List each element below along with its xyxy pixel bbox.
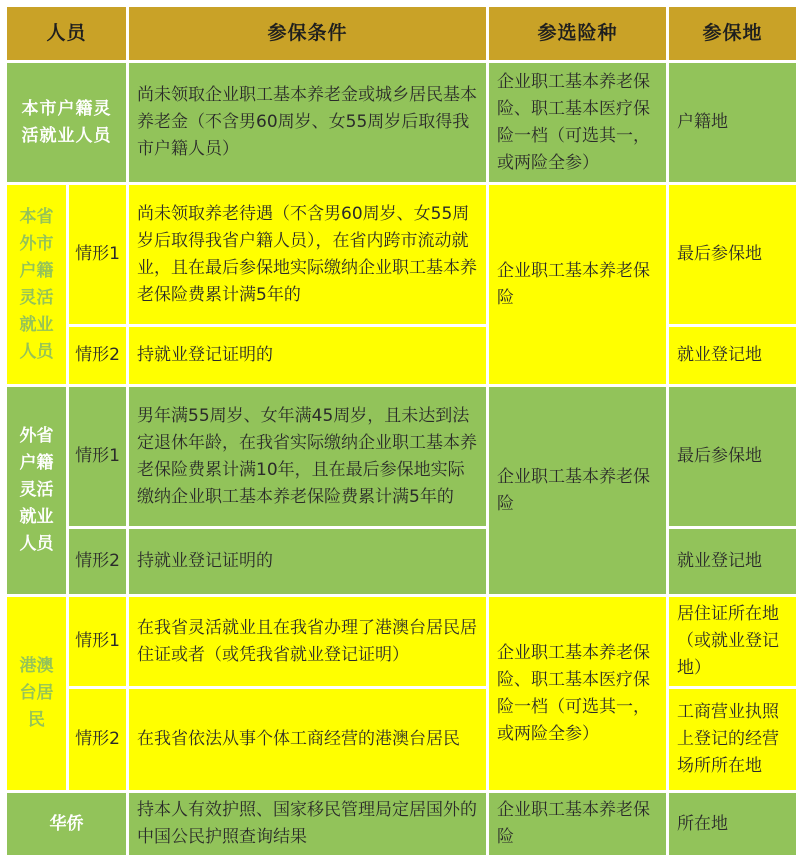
row-hkmt-case2 <box>6 688 798 792</box>
outside-case2-label: 情形2 <box>68 528 128 596</box>
row-outside-case1 <box>6 386 798 528</box>
insurance-hkmt: 企业职工基本养老保险、职工基本医疗保险一档（可选其一，或两险全参） <box>488 596 668 792</box>
header-condition: 参保条件 <box>128 6 488 62</box>
header-row <box>6 6 798 62</box>
province-case1-condition: 尚未领取养老待遇（不含男60周岁、女55周岁后取得我省户籍人员），在省内跨市流动就业，且在最后参保地实际缴纳企业职工基本养老保险费累计满5年的 <box>128 184 488 326</box>
province-case2-label: 情形2 <box>68 326 128 386</box>
outside-case1-label: 情形1 <box>68 386 128 528</box>
insurance-eligibility-table <box>4 4 799 858</box>
outside-case1-condition: 男年满55周岁、女年满45周岁，且未达到法定退休年龄，在我省实际缴纳企业职工基本养老保险费累计满10年，且在最后参保地实际缴纳企业职工基本养老保险费累计满5年的 <box>128 386 488 528</box>
province-case2-condition: 持就业登记证明的 <box>128 326 488 386</box>
province-case1-label: 情形1 <box>68 184 128 326</box>
insurance-overseas: 企业职工基本养老保险 <box>488 792 668 857</box>
outside-case1-location: 最后参保地 <box>668 386 798 528</box>
row-hkmt-case1 <box>6 596 798 688</box>
header-person: 人员 <box>6 6 128 62</box>
province-case1-location: 最后参保地 <box>668 184 798 326</box>
row-local <box>6 62 798 184</box>
header-location: 参保地 <box>668 6 798 62</box>
insurance-province: 企业职工基本养老保险 <box>488 184 668 386</box>
person-outside: 外省户籍灵活就业人员 <box>6 386 68 596</box>
insurance-local: 企业职工基本养老保险、职工基本医疗保险一档（可选其一，或两险全参） <box>488 62 668 184</box>
outside-case2-condition: 持就业登记证明的 <box>128 528 488 596</box>
row-overseas <box>6 792 798 857</box>
hkmt-case1-label: 情形1 <box>68 596 128 688</box>
row-outside-case2 <box>6 528 798 596</box>
person-overseas: 华侨 <box>6 792 128 857</box>
person-province: 本省外市户籍灵活就业人员 <box>6 184 68 386</box>
condition-overseas: 持本人有效护照、国家移民管理局定居国外的中国公民护照查询结果 <box>128 792 488 857</box>
hkmt-case2-location: 工商营业执照上登记的经营场所所在地 <box>668 688 798 792</box>
hkmt-case1-location: 居住证所在地（或就业登记地） <box>668 596 798 688</box>
person-hkmt: 港澳台居民 <box>6 596 68 792</box>
hkmt-case1-condition: 在我省灵活就业且在我省办理了港澳台居民居住证或者（或凭我省就业登记证明） <box>128 596 488 688</box>
outside-case2-location: 就业登记地 <box>668 528 798 596</box>
row-province-case1 <box>6 184 798 326</box>
hkmt-case2-label: 情形2 <box>68 688 128 792</box>
location-local: 户籍地 <box>668 62 798 184</box>
person-local: 本市户籍灵活就业人员 <box>6 62 128 184</box>
insurance-outside: 企业职工基本养老保险 <box>488 386 668 596</box>
province-case2-location: 就业登记地 <box>668 326 798 386</box>
hkmt-case2-condition: 在我省依法从事个体工商经营的港澳台居民 <box>128 688 488 792</box>
row-province-case2 <box>6 326 798 386</box>
location-overseas: 所在地 <box>668 792 798 857</box>
header-insurance: 参选险种 <box>488 6 668 62</box>
condition-local: 尚未领取企业职工基本养老金或城乡居民基本养老金（不含男60周岁、女55周岁后取得我市户籍人员） <box>128 62 488 184</box>
